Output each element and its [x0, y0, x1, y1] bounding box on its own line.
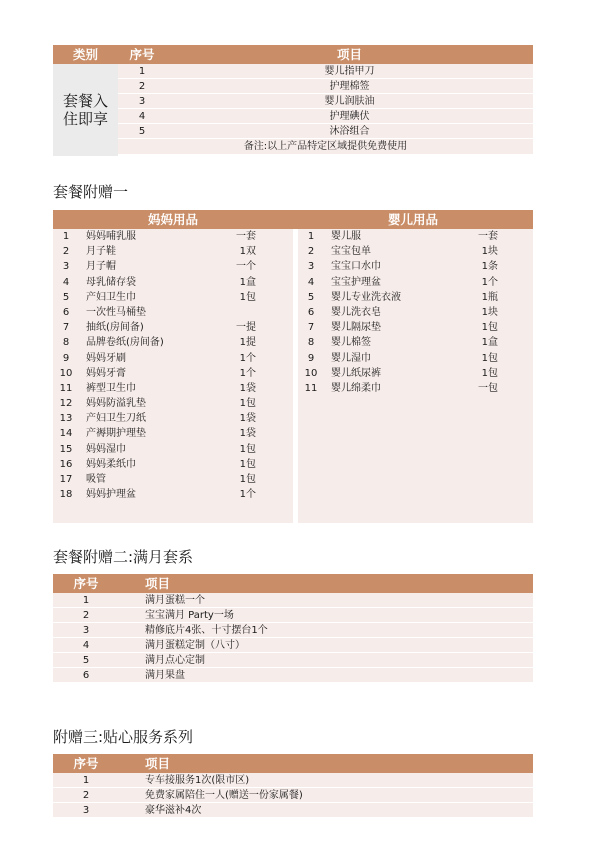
service-table	[53, 754, 533, 818]
item-name: 妈妈牙刷	[86, 352, 126, 364]
item-number: 15	[59, 443, 73, 455]
row-number: 1	[82, 775, 90, 786]
item-quantity	[53, 305, 256, 320]
row-number: 3	[138, 96, 146, 107]
item-name: 妈妈牙膏	[86, 367, 126, 379]
table-row	[118, 109, 533, 124]
item-quantity: 1个	[239, 367, 256, 379]
item-quantity: 1袋	[239, 382, 256, 394]
list-item	[53, 229, 293, 244]
item-number: 7	[307, 322, 315, 334]
full-moon-table	[53, 574, 533, 683]
item-number: 3	[307, 261, 315, 273]
item-number: 8	[62, 337, 70, 349]
row-item: 满月蛋糕定制（八寸）	[145, 640, 245, 651]
item-number: 7	[62, 322, 70, 334]
category-line: 套餐入	[62, 92, 108, 110]
item-quantity: 1瓶	[481, 291, 498, 303]
item-number: 2	[307, 246, 315, 258]
item-name: 月子鞋	[86, 246, 116, 258]
table-body	[118, 64, 533, 155]
list-item	[53, 426, 293, 441]
item-quantity: 一套	[236, 231, 256, 242]
item-quantity: 1包	[239, 398, 256, 410]
note-text: 备注:以上产品特定区域提供免费使用	[243, 141, 408, 152]
item-name: 产妇卫生巾	[86, 291, 136, 303]
category-cell	[53, 64, 118, 156]
item-quantity: 1包	[239, 443, 256, 455]
table-row	[118, 124, 533, 139]
item-quantity: 1盒	[239, 276, 256, 288]
item-quantity: 1袋	[239, 428, 256, 440]
list-item	[53, 320, 293, 335]
baby-items-list	[298, 229, 533, 396]
item-number: 8	[307, 337, 315, 349]
item-quantity: 1包	[239, 474, 256, 485]
item-name: 婴儿绵柔巾	[331, 382, 381, 394]
list-item	[53, 396, 293, 411]
header-item: 项目	[145, 756, 171, 771]
list-item	[298, 335, 533, 350]
row-number: 2	[138, 81, 146, 92]
list-item	[53, 275, 293, 290]
item-name: 宝宝包单	[331, 246, 371, 258]
header-mom-items: 妈妈用品	[147, 212, 198, 227]
table-row	[53, 773, 533, 788]
header-item: 项目	[145, 576, 171, 591]
row-number: 3	[82, 625, 90, 636]
item-number: 3	[62, 261, 70, 273]
table-row	[53, 803, 533, 818]
item-number: 14	[59, 428, 73, 440]
item-number: 13	[59, 413, 73, 425]
list-item	[53, 305, 293, 320]
list-item	[53, 411, 293, 426]
list-item	[298, 381, 533, 396]
table-row	[53, 788, 533, 803]
item-quantity: 1双	[239, 246, 256, 258]
item-number: 2	[62, 246, 70, 258]
item-number: 12	[59, 398, 73, 410]
item-quantity: 1提	[239, 337, 256, 349]
item-number: 18	[59, 489, 73, 501]
list-item	[53, 335, 293, 350]
item-number: 1	[307, 231, 315, 242]
row-number: 3	[82, 805, 90, 816]
item-quantity: 1袋	[239, 413, 256, 425]
row-number: 4	[138, 111, 146, 122]
item-name: 婴儿隔尿垫	[331, 322, 381, 334]
row-item: 满月果盘	[145, 670, 185, 681]
list-item	[53, 259, 293, 274]
list-item	[298, 259, 533, 274]
header-number: 序号	[73, 576, 99, 591]
table-header	[53, 45, 533, 64]
row-number: 5	[138, 126, 146, 137]
item-quantity: 1包	[481, 352, 498, 364]
item-name: 妈妈护理盆	[86, 489, 136, 501]
list-item	[53, 351, 293, 366]
item-name: 婴儿纸尿裤	[331, 367, 381, 379]
row-number: 1	[138, 66, 146, 77]
item-number: 4	[307, 276, 315, 288]
section-title: 套餐附赠二:满月套系	[53, 548, 194, 566]
item-number: 9	[62, 352, 70, 364]
item-name: 产褥期护理垫	[86, 428, 146, 440]
category-line: 住即享	[62, 110, 108, 128]
item-name: 月子帽	[86, 261, 116, 273]
header-number: 序号	[129, 47, 155, 62]
table-row	[53, 608, 533, 623]
item-name: 品牌卷纸(房间备)	[86, 337, 164, 349]
item-name: 婴儿湿巾	[331, 352, 371, 364]
item-quantity: 1个	[239, 489, 256, 501]
item-quantity: 1条	[481, 261, 498, 273]
table-row	[118, 64, 533, 79]
item-name: 裤型卫生巾	[86, 382, 136, 394]
table-body	[53, 773, 533, 818]
table-row	[53, 638, 533, 653]
item-name: 妈妈防溢乳垫	[86, 398, 146, 410]
package-items-table	[53, 45, 533, 155]
item-quantity: 1包	[481, 367, 498, 379]
table-row	[53, 593, 533, 608]
item-quantity: 一提	[236, 322, 256, 334]
table-row	[118, 79, 533, 94]
item-name: 宝宝护理盆	[331, 276, 381, 288]
row-item: 满月蛋糕一个	[145, 595, 205, 606]
header-baby-items: 婴儿用品	[387, 212, 438, 227]
table-row	[53, 623, 533, 638]
section-title: 套餐附赠一	[53, 183, 129, 201]
item-number: 16	[59, 458, 73, 470]
item-quantity: 1块	[481, 306, 498, 318]
item-name: 吸管	[86, 474, 106, 485]
row-item: 婴儿润肤油	[324, 96, 375, 107]
table-row	[53, 668, 533, 683]
item-name: 产妇卫生刀纸	[86, 413, 146, 425]
item-number: 11	[304, 382, 318, 394]
section-title: 附赠三:贴心服务系列	[53, 728, 194, 746]
table-body	[53, 593, 533, 683]
item-quantity: 1个	[239, 352, 256, 364]
note-row	[118, 139, 533, 155]
list-item	[53, 381, 293, 396]
list-item	[53, 457, 293, 472]
item-quantity: 1包	[239, 291, 256, 303]
list-item	[298, 320, 533, 335]
list-item	[53, 487, 293, 502]
list-item	[298, 229, 533, 244]
row-number: 4	[82, 640, 90, 651]
item-name: 妈妈哺乳服	[86, 231, 136, 242]
item-name: 婴儿洗衣皂	[331, 306, 381, 318]
item-number: 1	[62, 231, 70, 242]
baby-items-column	[298, 229, 533, 523]
row-item: 精修底片4张、十寸摆台1个	[145, 625, 268, 636]
header-category: 类别	[72, 47, 98, 62]
item-number: 4	[62, 276, 70, 288]
header-number: 序号	[73, 756, 99, 771]
table-header	[53, 574, 533, 593]
row-item: 沐浴组合	[329, 126, 370, 137]
row-item: 免费家属陪住一人(赠送一份家属餐)	[145, 790, 303, 801]
list-item	[53, 442, 293, 457]
list-item	[53, 244, 293, 259]
row-number: 5	[82, 655, 90, 666]
row-number: 2	[82, 790, 90, 801]
row-number: 2	[82, 610, 90, 621]
mom-items-column	[53, 229, 293, 523]
item-quantity: 1包	[239, 458, 256, 470]
item-number: 17	[59, 474, 73, 485]
item-name: 妈妈湿巾	[86, 443, 126, 455]
gift-items-table	[53, 210, 533, 501]
item-number: 5	[307, 291, 315, 303]
item-number: 6	[307, 306, 315, 318]
item-quantity: 1块	[481, 246, 498, 258]
item-name: 婴儿专业洗衣液	[331, 291, 401, 303]
item-quantity: 一个	[236, 261, 256, 273]
mom-items-list	[53, 229, 293, 502]
list-item	[53, 472, 293, 487]
table-header	[53, 754, 533, 773]
row-item: 护理棉签	[329, 81, 370, 92]
list-item	[298, 305, 533, 320]
row-item: 满月点心定制	[145, 655, 205, 666]
item-name: 母乳储存袋	[86, 276, 136, 288]
item-quantity: 1盒	[481, 337, 498, 349]
list-item	[53, 366, 293, 381]
item-number: 10	[304, 367, 318, 379]
item-number: 11	[59, 382, 73, 394]
item-name: 抽纸(房间备)	[86, 322, 144, 334]
item-quantity: 一包	[478, 382, 498, 394]
list-item	[298, 290, 533, 305]
list-item	[298, 366, 533, 381]
row-item: 护理碘伏	[329, 111, 370, 122]
item-number: 5	[62, 291, 70, 303]
header-item: 项目	[336, 47, 362, 62]
list-item	[53, 290, 293, 305]
list-item	[298, 351, 533, 366]
row-item: 婴儿指甲刀	[324, 66, 375, 77]
item-number: 9	[307, 352, 315, 364]
item-name: 婴儿棉签	[331, 337, 371, 349]
item-name: 婴儿服	[331, 231, 361, 242]
list-item	[298, 244, 533, 259]
table-row	[118, 94, 533, 109]
item-name: 一次性马桶垫	[86, 306, 146, 318]
table-header	[53, 210, 533, 229]
row-item: 豪华滋补4次	[145, 805, 202, 816]
item-name: 妈妈柔纸巾	[86, 458, 136, 470]
row-number: 1	[82, 595, 90, 606]
item-quantity: 一套	[478, 231, 498, 242]
item-name: 宝宝口水巾	[331, 261, 381, 273]
row-item: 宝宝满月 Party一场	[145, 610, 234, 621]
item-number: 6	[62, 306, 70, 318]
table-row	[53, 653, 533, 668]
item-number: 10	[59, 367, 73, 379]
row-item: 专车接服务1次(限市区)	[145, 775, 250, 786]
item-quantity: 1个	[481, 276, 498, 288]
row-number: 6	[82, 670, 90, 681]
item-quantity: 1包	[481, 322, 498, 334]
list-item	[298, 275, 533, 290]
